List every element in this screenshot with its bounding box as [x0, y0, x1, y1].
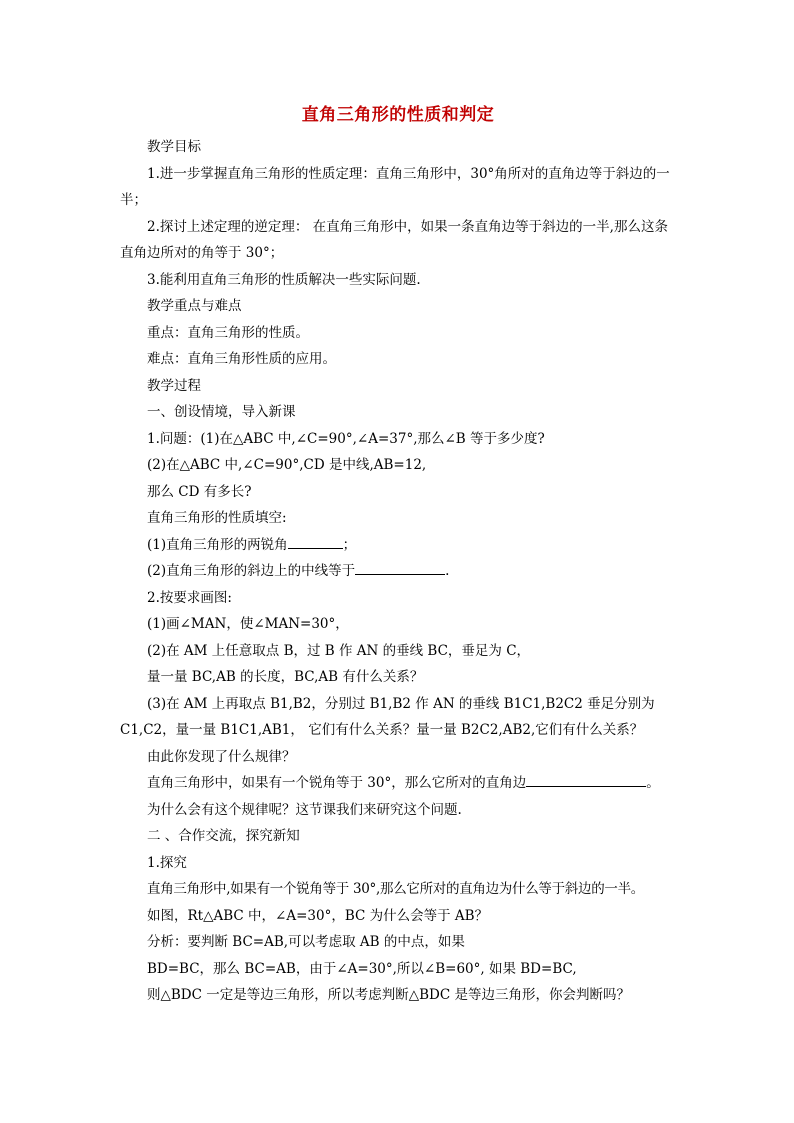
- key-point: 重点：直角三角形的性质。: [147, 324, 309, 341]
- explore-statement: 直角三角形中,如果有一个锐角等于 30°,那么它所对的直角边为什么等于斜边的一半。: [147, 881, 645, 897]
- page-title: 直角三角形的性质和判定: [301, 105, 495, 125]
- drawing-heading: 2.按要求画图:: [147, 589, 232, 606]
- fill-in-1-text: (1)直角三角形的两锐角: [147, 536, 288, 553]
- fill-in-2: [120, 558, 676, 585]
- rule-fill-in-text: 直角三角形中，如果有一个锐角等于 30°，那么它所对的直角边: [147, 775, 527, 791]
- fill-in-heading: 直角三角形的性质填空:: [147, 510, 287, 526]
- rule-fill-in-end: 。: [646, 775, 660, 791]
- analysis-line-3: 则△BDC 一定是等边三角形，所以考虑判断△BDC 是等边三角形，你会判断吗？: [147, 987, 630, 1003]
- section-heading-process: 教学过程: [147, 377, 201, 394]
- discover-question: 由此你发现了什么规律？: [147, 748, 296, 765]
- objective-2: 2.探讨上述定理的逆定理： 在直角三角形中，如果一条直角边等于斜边的一半,那么这条直角边所对的角等于 30°；: [120, 218, 668, 261]
- question-2: (2)在△ABC 中,∠C=90°,CD 是中线,AB=12,: [147, 457, 427, 473]
- objective-3: 3.能利用直角三角形的性质解决一些实际问题.: [147, 271, 421, 288]
- section-heading-key-points: 教学重点与难点: [147, 298, 242, 314]
- step-heading-1: 一、创设情境，导入新课: [147, 404, 296, 420]
- blank-line: [355, 560, 445, 575]
- fill-in-1-end: ；: [342, 536, 357, 553]
- fill-in-1: [120, 532, 676, 559]
- rule-fill-in: [120, 770, 676, 797]
- question-1: 1.问题：(1)在△ABC 中,∠C=90°,∠A=37°,那么∠B 等于多少度?: [147, 430, 545, 447]
- section-heading-objectives: 教学目标: [147, 139, 201, 155]
- example-statement: 如图，Rt△ABC 中，∠A=30°，BC 为什么会等于 AB？: [147, 907, 489, 924]
- explore-heading: 1.探究: [147, 854, 187, 871]
- fill-in-2-text: (2)直角三角形的斜边上的中线等于: [147, 563, 356, 579]
- blank-line: [526, 772, 646, 787]
- drawing-step-2: (2)在 AM 上任意取点 B，过 B 作 AN 的垂线 BC，垂足为 C，: [147, 642, 531, 659]
- fill-in-2-end: .: [445, 563, 450, 579]
- analysis-line-2: BD=BC，那么 BC=AB，由于∠A=30°,所以∠B=60°, 如果 BD=BC,: [147, 960, 577, 977]
- drawing-step-2-cont: 量一量 BC,AB 的长度，BC,AB 有什么关系？: [147, 669, 424, 685]
- drawing-step-3: (3)在 AM 上再取点 B1,B2，分别过 B1,B2 作 AN 的垂线 B1C1,B2C2 垂足分别为 C1,C2，量一量 B1C1,AB1， 它们有什么关系？量一量 B2C2,AB2,它们有什么关系？: [120, 695, 655, 738]
- question-2-cont: 那么 CD 有多长?: [147, 483, 252, 500]
- document-page: [120, 100, 676, 1009]
- blank-line: [288, 534, 343, 549]
- analysis-line-1: 分析：要判断 BC=AB,可以考虑取 AB 的中点，如果: [147, 934, 465, 950]
- objective-1: 1.进一步掌握直角三角形的性质定理：直角三角形中，30°角所对的直角边等于斜边的一半；: [120, 165, 670, 208]
- drawing-step-1: (1)画∠MAN，使∠MAN=30°，: [147, 616, 349, 632]
- why-question: 为什么会有这个规律呢？这节课我们来研究这个问题.: [147, 801, 462, 818]
- difficult-point: 难点：直角三角形性质的应用。: [147, 351, 336, 367]
- step-heading-2: 二 、合作交流，探究新知: [147, 828, 300, 844]
